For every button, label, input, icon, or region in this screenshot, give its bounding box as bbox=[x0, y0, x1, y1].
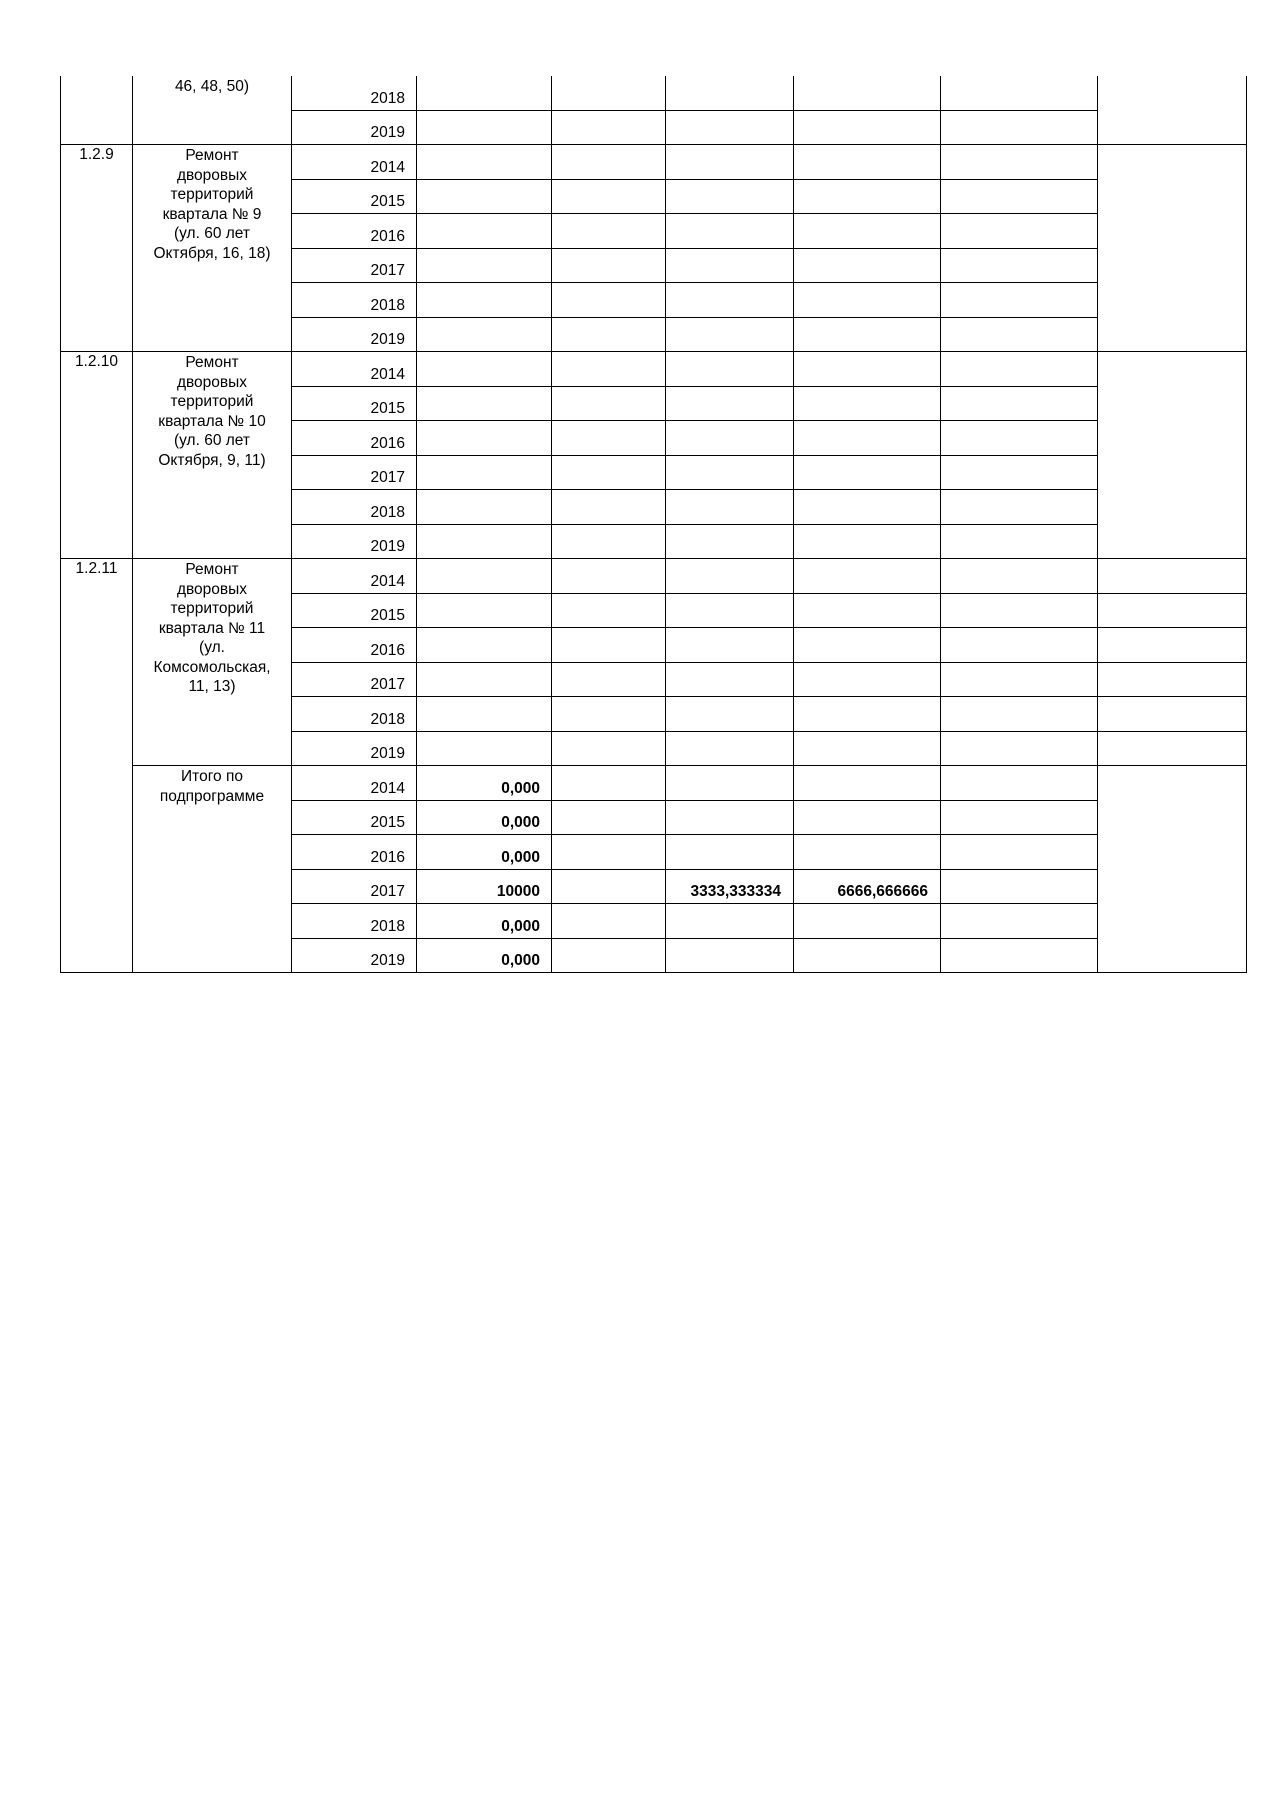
value-cell bbox=[666, 697, 794, 732]
value-cell bbox=[552, 214, 666, 249]
amount-cell bbox=[417, 386, 552, 421]
amount-cell bbox=[417, 421, 552, 456]
value-cell bbox=[794, 110, 941, 145]
value-cell bbox=[794, 386, 941, 421]
value-cell bbox=[794, 248, 941, 283]
name-line: 46, 48, 50) bbox=[174, 78, 250, 95]
value-cell bbox=[941, 283, 1098, 318]
value-cell bbox=[666, 214, 794, 249]
year-cell: 2014 bbox=[292, 559, 417, 594]
amount-cell bbox=[417, 179, 552, 214]
value-cell bbox=[666, 145, 794, 180]
value-cell bbox=[552, 490, 666, 525]
value-cell bbox=[552, 76, 666, 110]
value-cell bbox=[666, 593, 794, 628]
value-cell bbox=[666, 628, 794, 663]
value-cell bbox=[941, 628, 1098, 663]
value-cell bbox=[941, 110, 1098, 145]
item-name bbox=[133, 352, 292, 559]
value-cell bbox=[552, 800, 666, 835]
value-cell bbox=[666, 731, 794, 766]
value-cell bbox=[552, 662, 666, 697]
year-cell: 2017 bbox=[292, 662, 417, 697]
value-cell bbox=[666, 455, 794, 490]
year-cell: 2016 bbox=[292, 214, 417, 249]
amount-cell bbox=[417, 283, 552, 318]
value-cell bbox=[941, 248, 1098, 283]
amount-cell bbox=[417, 248, 552, 283]
table-row bbox=[61, 559, 1247, 594]
name-line: Итого по bbox=[181, 768, 243, 785]
value-cell bbox=[941, 352, 1098, 387]
year-cell: 2019 bbox=[292, 731, 417, 766]
name-line: квартала № 10 bbox=[158, 412, 266, 430]
year-cell: 2016 bbox=[292, 421, 417, 456]
value-cell bbox=[666, 248, 794, 283]
amount-cell bbox=[417, 110, 552, 145]
name-line: квартала № 9 bbox=[162, 205, 262, 223]
item-name bbox=[133, 559, 292, 766]
value-cell bbox=[941, 800, 1098, 835]
value-cell bbox=[552, 248, 666, 283]
amount-cell bbox=[417, 145, 552, 180]
value-cell bbox=[941, 490, 1098, 525]
value-cell bbox=[666, 559, 794, 594]
year-cell: 2018 bbox=[292, 283, 417, 318]
total-value-a: 3333,333334 bbox=[666, 869, 794, 904]
total-value-b bbox=[794, 904, 941, 939]
table-row bbox=[61, 76, 1247, 110]
value-cell bbox=[666, 662, 794, 697]
value-cell bbox=[552, 628, 666, 663]
value-cell bbox=[941, 524, 1098, 559]
value-cell bbox=[941, 76, 1098, 110]
value-cell bbox=[794, 593, 941, 628]
item-number: 1.2.10 bbox=[61, 352, 133, 559]
value-cell bbox=[941, 179, 1098, 214]
value-cell bbox=[552, 559, 666, 594]
amount-cell bbox=[417, 559, 552, 594]
name-line: Октября, 9, 11) bbox=[158, 451, 266, 469]
value-cell bbox=[794, 352, 941, 387]
amount-cell bbox=[417, 214, 552, 249]
value-cell bbox=[794, 490, 941, 525]
value-cell bbox=[794, 421, 941, 456]
value-cell bbox=[941, 766, 1098, 801]
value-cell bbox=[794, 524, 941, 559]
name-line: Ремонт bbox=[185, 354, 239, 371]
value-cell bbox=[941, 904, 1098, 939]
value-cell bbox=[552, 869, 666, 904]
year-cell: 2018 bbox=[292, 904, 417, 939]
value-cell bbox=[794, 214, 941, 249]
value-cell bbox=[794, 559, 941, 594]
total-value-a bbox=[666, 938, 794, 973]
amount-cell bbox=[417, 662, 552, 697]
total-amount: 0,000 bbox=[417, 800, 552, 835]
value-cell bbox=[941, 559, 1098, 594]
year-cell: 2015 bbox=[292, 800, 417, 835]
value-cell bbox=[552, 145, 666, 180]
note-cell bbox=[1098, 697, 1247, 732]
value-cell bbox=[552, 179, 666, 214]
value-cell bbox=[666, 179, 794, 214]
value-cell bbox=[941, 869, 1098, 904]
value-cell bbox=[552, 524, 666, 559]
item-name bbox=[133, 76, 292, 145]
note-cell bbox=[1098, 352, 1247, 559]
item-number: 1.2.9 bbox=[61, 145, 133, 352]
name-line: Октября, 16, 18) bbox=[153, 244, 271, 262]
total-value-b bbox=[794, 938, 941, 973]
value-cell bbox=[552, 283, 666, 318]
value-cell bbox=[552, 697, 666, 732]
value-cell bbox=[941, 593, 1098, 628]
total-value-a bbox=[666, 904, 794, 939]
value-cell bbox=[794, 317, 941, 352]
value-cell bbox=[552, 835, 666, 870]
note-cell bbox=[1098, 76, 1247, 145]
note-cell bbox=[1098, 731, 1247, 766]
amount-cell bbox=[417, 76, 552, 110]
value-cell bbox=[552, 110, 666, 145]
note-cell bbox=[1098, 662, 1247, 697]
amount-cell bbox=[417, 352, 552, 387]
name-line: Ремонт bbox=[185, 147, 239, 164]
name-line: 11, 13) bbox=[188, 678, 236, 695]
value-cell bbox=[552, 731, 666, 766]
year-cell: 2015 bbox=[292, 179, 417, 214]
value-cell bbox=[794, 697, 941, 732]
total-amount: 0,000 bbox=[417, 938, 552, 973]
value-cell bbox=[552, 352, 666, 387]
value-cell bbox=[666, 524, 794, 559]
note-cell bbox=[1098, 628, 1247, 663]
value-cell bbox=[552, 421, 666, 456]
total-value-a bbox=[666, 800, 794, 835]
total-label bbox=[133, 766, 292, 973]
value-cell bbox=[794, 455, 941, 490]
value-cell bbox=[794, 283, 941, 318]
value-cell bbox=[552, 593, 666, 628]
item-number bbox=[61, 76, 133, 145]
year-cell: 2015 bbox=[292, 386, 417, 421]
total-value-a bbox=[666, 835, 794, 870]
total-amount: 10000 bbox=[417, 869, 552, 904]
value-cell bbox=[794, 731, 941, 766]
value-cell bbox=[552, 455, 666, 490]
value-cell bbox=[666, 317, 794, 352]
value-cell bbox=[552, 938, 666, 973]
note-cell bbox=[1098, 766, 1247, 973]
amount-cell bbox=[417, 490, 552, 525]
value-cell bbox=[552, 904, 666, 939]
amount-cell bbox=[417, 697, 552, 732]
note-cell bbox=[1098, 593, 1247, 628]
year-cell: 2019 bbox=[292, 317, 417, 352]
value-cell bbox=[941, 455, 1098, 490]
name-line: Ремонт bbox=[185, 561, 239, 578]
year-cell: 2016 bbox=[292, 835, 417, 870]
name-line: территорий bbox=[170, 393, 254, 410]
name-line: дворовых bbox=[176, 166, 248, 184]
total-value-b bbox=[794, 766, 941, 801]
value-cell bbox=[941, 421, 1098, 456]
name-line: дворовых bbox=[176, 373, 248, 391]
year-cell: 2018 bbox=[292, 76, 417, 110]
year-cell: 2019 bbox=[292, 110, 417, 145]
year-cell: 2017 bbox=[292, 869, 417, 904]
value-cell bbox=[941, 697, 1098, 732]
name-line: (ул. 60 лет bbox=[173, 432, 251, 449]
value-cell bbox=[941, 317, 1098, 352]
name-line: подпрограмме bbox=[159, 787, 265, 805]
total-value-b bbox=[794, 835, 941, 870]
value-cell bbox=[941, 662, 1098, 697]
year-cell: 2018 bbox=[292, 697, 417, 732]
name-line: Комсомольская, bbox=[153, 658, 271, 676]
amount-cell bbox=[417, 628, 552, 663]
name-line: дворовых bbox=[176, 580, 248, 598]
value-cell bbox=[794, 179, 941, 214]
value-cell bbox=[794, 76, 941, 110]
total-value-a bbox=[666, 766, 794, 801]
year-cell: 2015 bbox=[292, 593, 417, 628]
year-cell: 2019 bbox=[292, 524, 417, 559]
total-value-b: 6666,666666 bbox=[794, 869, 941, 904]
value-cell bbox=[941, 731, 1098, 766]
value-cell bbox=[552, 766, 666, 801]
name-line: территорий bbox=[170, 600, 254, 617]
amount-cell bbox=[417, 524, 552, 559]
name-line: (ул. bbox=[199, 639, 225, 656]
total-row bbox=[61, 766, 1247, 801]
value-cell bbox=[794, 145, 941, 180]
amount-cell bbox=[417, 593, 552, 628]
value-cell bbox=[941, 214, 1098, 249]
year-cell: 2014 bbox=[292, 145, 417, 180]
value-cell bbox=[666, 76, 794, 110]
note-cell bbox=[1098, 559, 1247, 594]
year-cell: 2017 bbox=[292, 248, 417, 283]
budget-table-body bbox=[61, 76, 1247, 973]
budget-table bbox=[60, 76, 1247, 973]
total-amount: 0,000 bbox=[417, 904, 552, 939]
name-line: территорий bbox=[170, 186, 254, 203]
value-cell bbox=[941, 386, 1098, 421]
year-cell: 2016 bbox=[292, 628, 417, 663]
name-line: (ул. 60 лет bbox=[173, 225, 251, 242]
value-cell bbox=[666, 110, 794, 145]
year-cell: 2019 bbox=[292, 938, 417, 973]
value-cell bbox=[941, 835, 1098, 870]
name-line: квартала № 11 bbox=[158, 619, 266, 637]
value-cell bbox=[666, 421, 794, 456]
value-cell bbox=[794, 662, 941, 697]
value-cell bbox=[552, 317, 666, 352]
year-cell: 2014 bbox=[292, 352, 417, 387]
year-cell: 2017 bbox=[292, 455, 417, 490]
value-cell bbox=[666, 352, 794, 387]
year-cell: 2014 bbox=[292, 766, 417, 801]
value-cell bbox=[666, 386, 794, 421]
total-amount: 0,000 bbox=[417, 835, 552, 870]
value-cell bbox=[941, 938, 1098, 973]
note-cell bbox=[1098, 145, 1247, 352]
value-cell bbox=[552, 386, 666, 421]
value-cell bbox=[941, 145, 1098, 180]
value-cell bbox=[666, 490, 794, 525]
value-cell bbox=[794, 628, 941, 663]
total-value-b bbox=[794, 800, 941, 835]
table-row bbox=[61, 145, 1247, 180]
item-number: 1.2.11 bbox=[61, 559, 133, 973]
total-amount: 0,000 bbox=[417, 766, 552, 801]
year-cell: 2018 bbox=[292, 490, 417, 525]
amount-cell bbox=[417, 455, 552, 490]
item-name bbox=[133, 145, 292, 352]
value-cell bbox=[666, 283, 794, 318]
amount-cell bbox=[417, 317, 552, 352]
table-row bbox=[61, 352, 1247, 387]
amount-cell bbox=[417, 731, 552, 766]
